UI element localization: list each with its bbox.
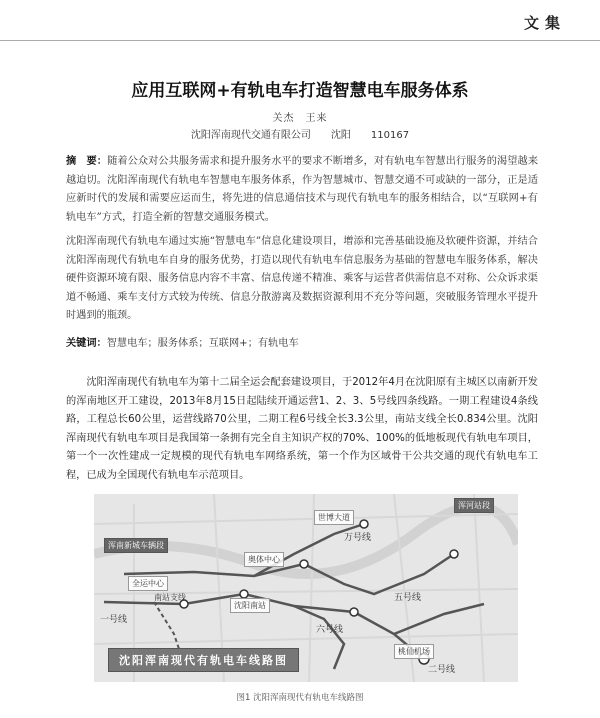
article-affiliation: 沈阳浑南现代交通有限公司 沈阳 110167 [190, 130, 410, 141]
tag-line6: 六号线 [316, 625, 344, 635]
map-station [360, 520, 368, 528]
tag-line-top: 万号线 [344, 533, 372, 543]
keywords-text: 智慧电车；服务体系；互联网+；有轨电车 [106, 338, 299, 349]
keywords [66, 334, 538, 349]
label-taoxian: 桃仙机场 [394, 644, 434, 659]
label-depot-north: 浑南新城车辆段 [104, 538, 168, 553]
section-label: 文集 [523, 14, 566, 32]
header-rule [0, 40, 600, 41]
label-depot-east: 浑河站段 [454, 498, 494, 513]
tag-line5: 五号线 [394, 593, 422, 603]
abstract-text-1: 随着公众对公共服务需求和提升服务水平的要求不断增多，对有轨电车智慧出行服务的渴望越来越迫切。沈阳浑南现代有轨电车智慧电车服务体系，作为智慧城市、智慧交通不可或缺的一部分，正是适应新时代的发展和需要应运而生，将先进的信息通信技术与现代有轨电车的服务相结合，以“互联网+有轨电车”方式，打造全新的智慧交通服务模式。 [66, 156, 539, 223]
tag-line2: 二号线 [428, 665, 456, 675]
figure-caption: 图1 沈阳浑南现代有轨电车线路图 [236, 693, 364, 703]
map-title: 沈阳浑南现代有轨电车线路图 [108, 648, 299, 672]
intro-paragraph: 沈阳浑南现代有轨电车为第十二届全运会配套建设项目，于2012年4月在沈阳原有主城区以南新开发的浑南地区开工建设，2013年8月15日起陆续开通运营1、2、3、5号线四条线路。一期工程建设4条线路，工程总长60公里，运营线路70公里，二期工程6号线全长3.3公里，南站支线全长0.834公里。沈阳浑南现代有轨电车项目是我国第一条拥有完全自主知识产权的70%、100%的低地板现代有轨电车项目，第一个一次性建成一定规模的现代有轨电车网络系统，第一个作为区域骨干公共交通的现代有轨电车工程，已成为全国现代有轨电车示范项目。 [66, 377, 538, 481]
map-station [300, 560, 308, 568]
abstract-text-2: 沈阳浑南现代有轨电车通过实施“智慧电车”信息化建设项目，增添和完善基础设施及软硬件资源，并结合沈阳浑南现代有轨电车自身的服务优势，打造以现代有轨电车信息服务为基础的智慧电车服务体系，解决硬件资源环境有限、服务信息内容不丰富、信息传递不精准、乘客与运营者供需信息不对称、公众诉求渠道不畅通、乘车支付方式较为传统、信息分散游离及数据资源利用不充分等问题，突破服务管理水平提升时遇到的瓶颈。 [66, 236, 538, 321]
abstract-paragraph-2 [66, 233, 538, 326]
map-station [450, 550, 458, 558]
map-station [350, 608, 358, 616]
keywords-label: 关键词： [66, 338, 107, 349]
label-olympic: 全运中心 [128, 576, 168, 591]
abstract-paragraph-1 [66, 153, 538, 227]
label-expo: 世博大道 [314, 510, 354, 525]
map-station [240, 590, 248, 598]
tag-line1: 一号线 [100, 615, 128, 625]
abstract [66, 153, 538, 326]
article-authors: 关杰 王来 [272, 113, 328, 124]
abstract-label: 摘 要： [66, 156, 108, 167]
label-south-branch: 南站支线 [154, 593, 186, 602]
route-map-figure [94, 494, 518, 682]
label-station-b: 奥体中心 [244, 552, 284, 567]
label-station-a: 沈阳南站 [230, 598, 270, 613]
article-title: 应用互联网+有轨电车打造智慧电车服务体系 [131, 81, 469, 101]
